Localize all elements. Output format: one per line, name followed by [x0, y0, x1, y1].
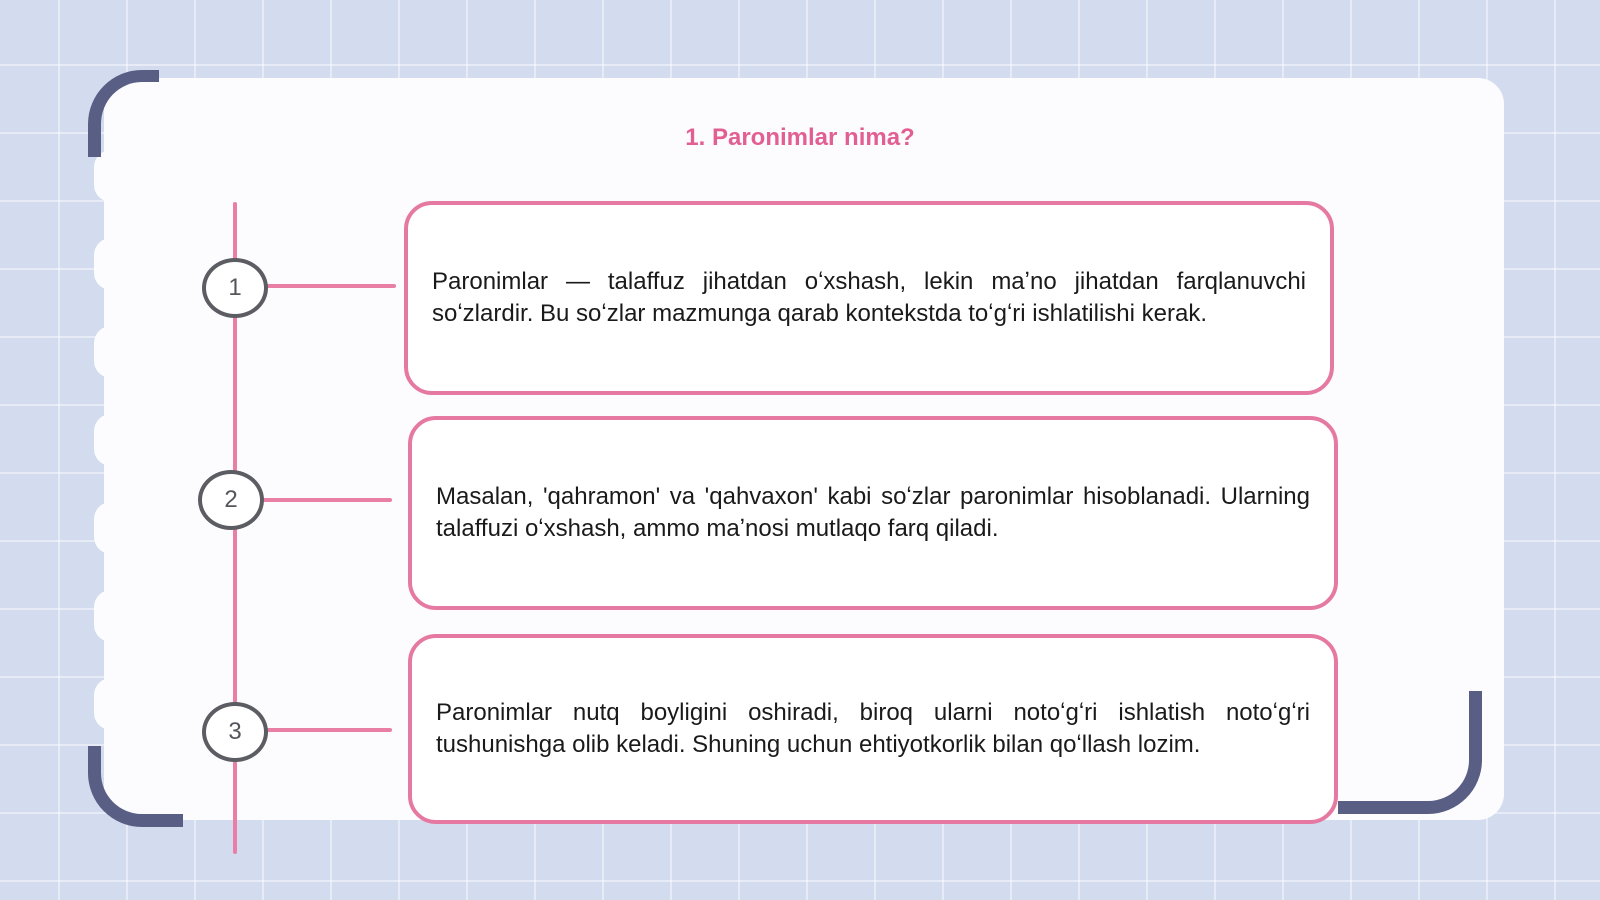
timeline-connector [266, 728, 392, 732]
step-text-box [408, 416, 1338, 610]
scallop-bump [94, 502, 128, 554]
step-text: Paronimlar nutq boyligini oshiradi, biroq ularni notoʻgʻri ishlatish notoʻgʻri tushunishga olib keladi. Shuning uchun ehtiyotkorlik bilan qoʻllash lozim. [436, 699, 1310, 758]
scallop-bump [94, 590, 128, 642]
step-text-box [404, 201, 1334, 395]
step-number-badge: 3 [202, 702, 268, 762]
slide-title: 1. Paronimlar nima? [685, 124, 915, 151]
step-text: Paronimlar — talaffuz jihatdan oʻxshash, lekin maʼno jihatdan farqlanuvchi soʻzlardir. Bu soʻzlar mazmunga qarab kontekstda toʻgʻri ishlatilishi kerak. [432, 268, 1306, 327]
scallop-bump [94, 238, 128, 290]
step-number-badge: 1 [202, 258, 268, 318]
timeline-connector [262, 498, 392, 502]
corner-bracket-bottom-left [88, 746, 183, 827]
scallop-bump [94, 326, 128, 378]
corner-bracket-top-left [88, 70, 159, 157]
timeline-connector [266, 284, 396, 288]
scallop-bump [94, 150, 128, 202]
scallop-bump [94, 414, 128, 466]
step-text: Masalan, 'qahramon' va 'qahvaxon' kabi soʻzlar paronimlar hisoblanadi. Ularning talaffuzi oʻxshash, ammo maʼnosi mutlaqo farq qiladi. [436, 483, 1310, 542]
corner-bracket-bottom-right [1338, 691, 1482, 814]
step-number-badge: 2 [198, 470, 264, 530]
scallop-bump [94, 678, 128, 730]
step-text-box [408, 634, 1338, 824]
